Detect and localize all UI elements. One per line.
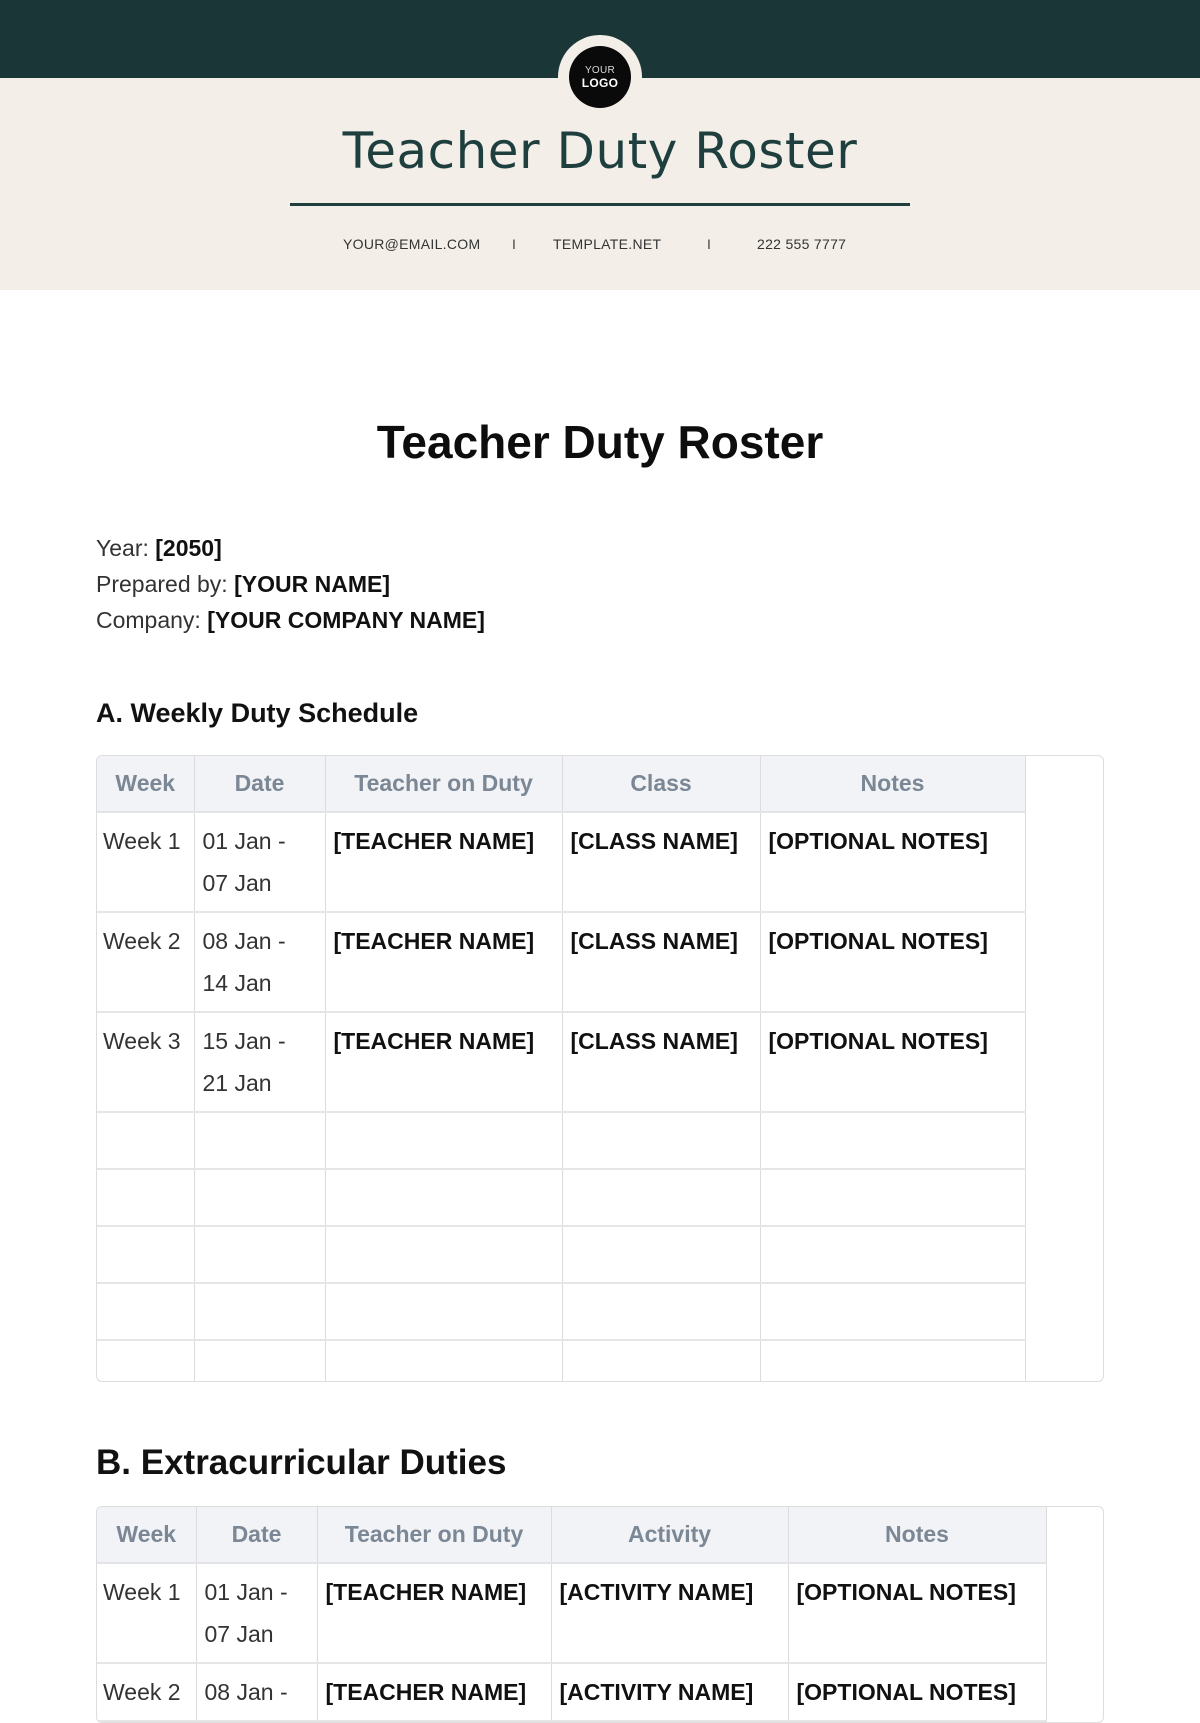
- empty-cell: [325, 1112, 562, 1169]
- date-end: 14 Jan: [202, 970, 272, 996]
- empty-cell: [760, 1283, 1025, 1340]
- year-line: [96, 535, 222, 562]
- col-header-teacher: Teacher on Duty: [325, 756, 562, 812]
- cell-teacher: [TEACHER NAME]: [325, 1012, 562, 1112]
- cell-notes: [OPTIONAL NOTES]: [760, 812, 1025, 912]
- empty-cell: [760, 1340, 1025, 1382]
- cell-teacher: [TEACHER NAME]: [325, 912, 562, 1012]
- year-label: Year:: [96, 535, 149, 561]
- cell-week: Week 2: [97, 1663, 196, 1721]
- table-header-row: [97, 756, 1025, 812]
- empty-cell: [97, 1226, 194, 1283]
- col-header-date: Date: [194, 756, 325, 812]
- cell-teacher: [TEACHER NAME]: [317, 1563, 551, 1663]
- cell-class: [CLASS NAME]: [562, 912, 760, 1012]
- cell-notes: [OPTIONAL NOTES]: [788, 1563, 1046, 1663]
- cell-notes: [OPTIONAL NOTES]: [760, 912, 1025, 1012]
- company-logo: [569, 46, 631, 108]
- cell-week: Week 3: [97, 1012, 194, 1112]
- empty-cell: [194, 1112, 325, 1169]
- extracurricular-table: [97, 1507, 1047, 1722]
- cell-teacher: [TEACHER NAME]: [317, 1663, 551, 1721]
- empty-cell: [760, 1169, 1025, 1226]
- col-header-activity: Activity: [551, 1507, 788, 1563]
- empty-cell: [97, 1112, 194, 1169]
- contact-phone: 222 555 7777: [757, 236, 847, 252]
- date-end: 07 Jan: [204, 1621, 274, 1647]
- empty-cell: [194, 1283, 325, 1340]
- empty-cell: [562, 1340, 760, 1382]
- empty-table-row: [97, 1283, 1025, 1340]
- table-row: [97, 1012, 1025, 1112]
- empty-cell: [97, 1169, 194, 1226]
- empty-cell: [97, 1340, 194, 1382]
- table-row: [97, 912, 1025, 1012]
- cell-notes: [OPTIONAL NOTES]: [760, 1012, 1025, 1112]
- col-header-teacher: Teacher on Duty: [317, 1507, 551, 1563]
- col-header-date: Date: [196, 1507, 317, 1563]
- cell-date: [194, 1012, 325, 1112]
- date-start: 08 Jan -: [202, 928, 286, 954]
- company-label: Company:: [96, 607, 201, 633]
- empty-cell: [562, 1283, 760, 1340]
- weekly-duty-table-frame: [96, 755, 1104, 1382]
- extracurricular-table-frame: [96, 1506, 1104, 1723]
- brand-title: Teacher Duty Roster: [342, 122, 858, 180]
- section-a-title: A. Weekly Duty Schedule: [96, 698, 419, 728]
- cell-date: [194, 812, 325, 912]
- empty-cell: [325, 1169, 562, 1226]
- table-row: [97, 1563, 1046, 1663]
- empty-table-row: [97, 1169, 1025, 1226]
- empty-cell: [97, 1283, 194, 1340]
- table-row: [97, 812, 1025, 912]
- empty-cell: [562, 1169, 760, 1226]
- weekly-duty-table: [97, 756, 1026, 1382]
- date-end: 07 Jan: [202, 870, 272, 896]
- cell-week: Week 1: [97, 1563, 196, 1663]
- cell-date: [194, 912, 325, 1012]
- contact-email: YOUR@EMAIL.COM: [343, 236, 481, 252]
- prepared-label: Prepared by:: [96, 571, 228, 597]
- empty-cell: [325, 1340, 562, 1382]
- contact-separator-2: I: [707, 236, 712, 252]
- logo-line-2: LOGO: [581, 76, 619, 90]
- empty-cell: [325, 1226, 562, 1283]
- contact-website: TEMPLATE.NET: [553, 236, 662, 252]
- cell-week: Week 1: [97, 812, 194, 912]
- cell-teacher: [TEACHER NAME]: [325, 812, 562, 912]
- empty-cell: [760, 1112, 1025, 1169]
- cell-activity: [ACTIVITY NAME]: [551, 1663, 788, 1721]
- date-start: 01 Jan -: [202, 828, 286, 854]
- brand-divider: [290, 203, 910, 206]
- empty-cell: [194, 1340, 325, 1382]
- prepared-by-line: [96, 571, 390, 598]
- empty-cell: [194, 1226, 325, 1283]
- col-header-notes: Notes: [788, 1507, 1046, 1563]
- cell-date: [196, 1663, 317, 1721]
- col-header-class: Class: [562, 756, 760, 812]
- cell-activity: [ACTIVITY NAME]: [551, 1563, 788, 1663]
- year-value: [2050]: [155, 535, 222, 561]
- empty-table-row: [97, 1112, 1025, 1169]
- empty-cell: [325, 1283, 562, 1340]
- cell-date: [196, 1563, 317, 1663]
- empty-cell: [760, 1226, 1025, 1283]
- contact-separator-1: I: [512, 236, 517, 252]
- col-header-notes: Notes: [760, 756, 1025, 812]
- company-value: [YOUR COMPANY NAME]: [207, 607, 485, 633]
- cell-class: [CLASS NAME]: [562, 1012, 760, 1112]
- date-start: 15 Jan -: [202, 1028, 286, 1054]
- empty-cell: [194, 1169, 325, 1226]
- col-header-week: Week: [97, 1507, 196, 1563]
- prepared-value: [YOUR NAME]: [234, 571, 390, 597]
- logo-line-1: YOUR: [584, 65, 616, 76]
- empty-cell: [562, 1226, 760, 1283]
- section-b-title: B. Extracurricular Duties: [96, 1443, 507, 1482]
- cell-notes: [OPTIONAL NOTES]: [788, 1663, 1046, 1721]
- table-header-row: [97, 1507, 1046, 1563]
- cell-week: Week 2: [97, 912, 194, 1012]
- table-row: [97, 1663, 1046, 1721]
- date-start: 08 Jan -: [204, 1679, 288, 1705]
- empty-table-row: [97, 1340, 1025, 1382]
- date-start: 01 Jan -: [204, 1579, 288, 1605]
- col-header-week: Week: [97, 756, 194, 812]
- empty-cell: [562, 1112, 760, 1169]
- cell-class: [CLASS NAME]: [562, 812, 760, 912]
- empty-table-row: [97, 1226, 1025, 1283]
- company-line: [96, 607, 485, 634]
- date-end: 21 Jan: [202, 1070, 272, 1096]
- document-title: Teacher Duty Roster: [376, 416, 824, 468]
